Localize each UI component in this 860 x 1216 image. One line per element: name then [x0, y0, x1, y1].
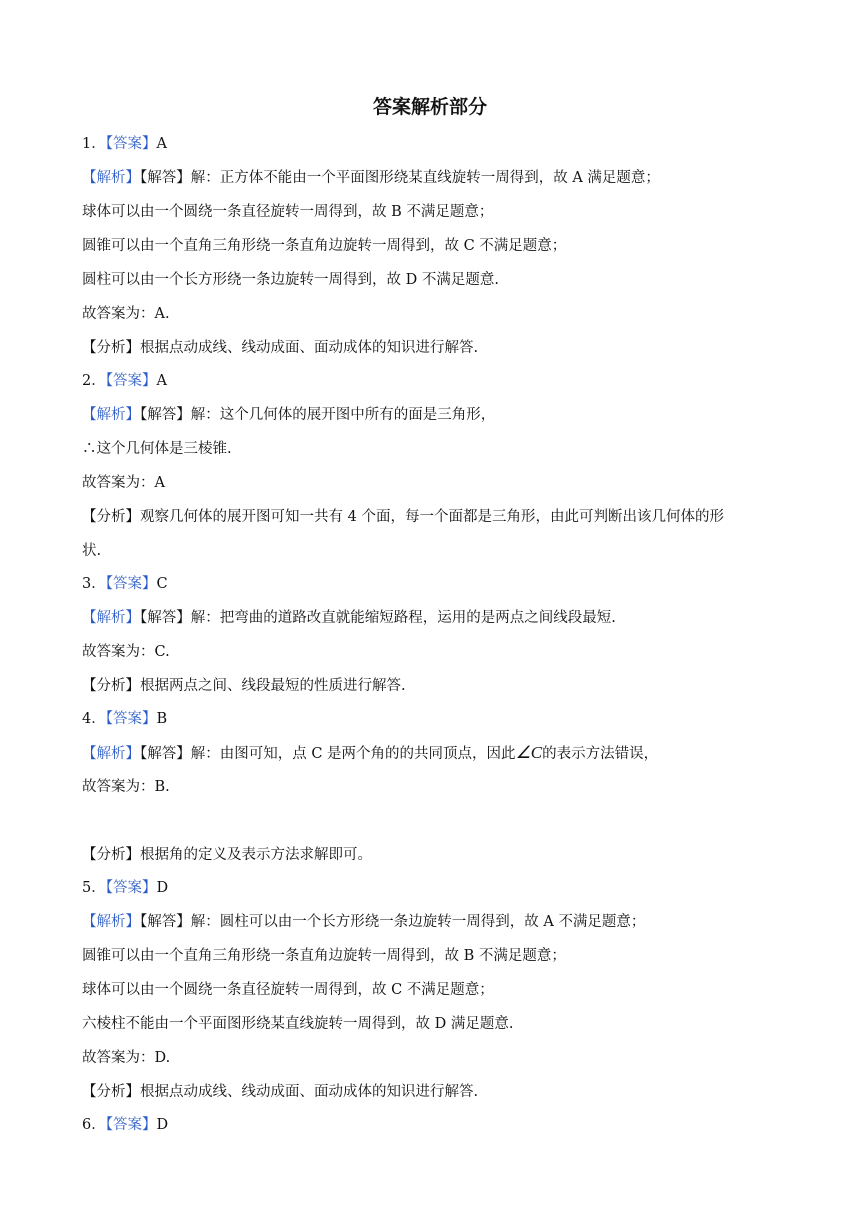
q3-analysis: 【分析】根据两点之间、线段最短的性质进行解答. [82, 678, 406, 694]
q4-line-2: 故答案为：B. [82, 779, 170, 795]
q4-answer-line [82, 709, 782, 729]
q2-number: 2． [82, 373, 106, 389]
q6-number: 6． [82, 1117, 106, 1133]
q2-line-1: 解：这个几何体的展开图中所有的面是三角形， [190, 407, 496, 423]
q3-answer-tag: 【答案】 [105, 576, 157, 592]
q5-answer-line [82, 878, 782, 898]
q3-jiexi-tag: 【解析】 [82, 610, 140, 626]
q2-solution-line-1 [82, 405, 782, 425]
q2-line-3: 故答案为：A [82, 475, 165, 491]
q5-jiexi-tag: 【解析】 [82, 914, 140, 930]
q4-analysis: 【分析】根据角的定义及表示方法求解即可。 [82, 847, 372, 863]
q2-jieda-tag: 【解答】 [140, 407, 191, 423]
q4-line-1b: 的表示方法错误， [542, 746, 659, 762]
q4-answer-tag: 【答案】 [105, 711, 157, 727]
q5-analysis: 【分析】根据点动成线、线动成面、面动成体的知识进行解答. [82, 1084, 479, 1100]
q1-number: 1． [82, 136, 106, 152]
q5-answer-tag: 【答案】 [105, 880, 157, 896]
q2-answer: A [156, 373, 167, 389]
q5-number: 5． [82, 880, 106, 896]
q5-line-2: 圆锥可以由一个直角三角形绕一条直角边旋转一周得到，故 B 不满足题意； [82, 948, 566, 964]
q4-jieda-tag: 【解答】 [140, 746, 191, 762]
q2-answer-tag: 【答案】 [105, 373, 157, 389]
q4-jiexi-tag: 【解析】 [82, 746, 140, 762]
q4-solution-line-1 [82, 743, 782, 764]
q3-solution-line-1 [82, 608, 782, 628]
q1-line-2: 球体可以由一个圆绕一条直径旋转一周得到，故 B 不满足题意； [82, 204, 494, 220]
q1-jiexi-tag: 【解析】 [82, 170, 140, 186]
page-title: 答案解析部分 [372, 96, 487, 118]
q5-line-4: 六棱柱不能由一个平面图形绕某直线旋转一周得到，故 D 满足题意. [82, 1016, 514, 1032]
q3-jieda-tag: 【解答】 [140, 610, 191, 626]
q1-answer: A [156, 136, 167, 152]
q2-analysis-2: 状. [82, 543, 102, 559]
q1-solution-line-1 [82, 168, 782, 188]
q1-line-1: 解：正方体不能由一个平面图形绕某直线旋转一周得到，故 A 满足题意； [190, 170, 660, 186]
q3-answer-line [82, 574, 782, 594]
q1-line-3: 圆锥可以由一个直角三角形绕一条直角边旋转一周得到，故 C 不满足题意； [82, 238, 567, 254]
q3-answer: C [156, 576, 168, 592]
q1-jieda-tag: 【解答】 [140, 170, 191, 186]
q2-answer-line [82, 371, 782, 391]
q1-line-4: 圆柱可以由一个长方形绕一条边旋转一周得到，故 D 不满足题意. [82, 272, 499, 288]
q1-analysis: 【分析】根据点动成线、线动成面、面动成体的知识进行解答. [82, 340, 479, 356]
q4-answer: B [156, 711, 168, 727]
q3-line-2: 故答案为：C. [82, 644, 170, 660]
q5-line-3: 球体可以由一个圆绕一条直径旋转一周得到，故 C 不满足题意； [82, 982, 494, 998]
q5-solution-line-1 [82, 912, 782, 932]
q5-line-1: 解：圆柱可以由一个长方形绕一条边旋转一周得到，故 A 不满足题意； [190, 914, 646, 930]
q6-answer: D [156, 1117, 169, 1133]
q5-jieda-tag: 【解答】 [140, 914, 191, 930]
q5-answer: D [156, 880, 169, 896]
q2-analysis-1: 【分析】观察几何体的展开图可知一共有 4 个面，每一个面都是三角形，由此可判断出该几何体的形 [82, 509, 724, 525]
q6-answer-line [82, 1115, 782, 1135]
q1-line-5: 故答案为：A. [82, 306, 170, 322]
q4-line-1a: 解：由图可知，点 C 是两个角的的共同顶点，因此 [190, 746, 516, 762]
q6-answer-tag: 【答案】 [105, 1117, 157, 1133]
q2-jiexi-tag: 【解析】 [82, 407, 140, 423]
q2-line-2: ∴这个几何体是三棱锥. [82, 441, 232, 457]
angle-c-symbol: ∠C [515, 743, 543, 762]
q5-line-5: 故答案为：D. [82, 1050, 171, 1066]
q3-number: 3． [82, 576, 106, 592]
q3-line-1: 解：把弯曲的道路改直就能缩短路程，运用的是两点之间线段最短. [190, 610, 616, 626]
q1-answer-tag: 【答案】 [105, 136, 157, 152]
q4-number: 4． [82, 711, 106, 727]
q1-answer-line [82, 134, 782, 154]
